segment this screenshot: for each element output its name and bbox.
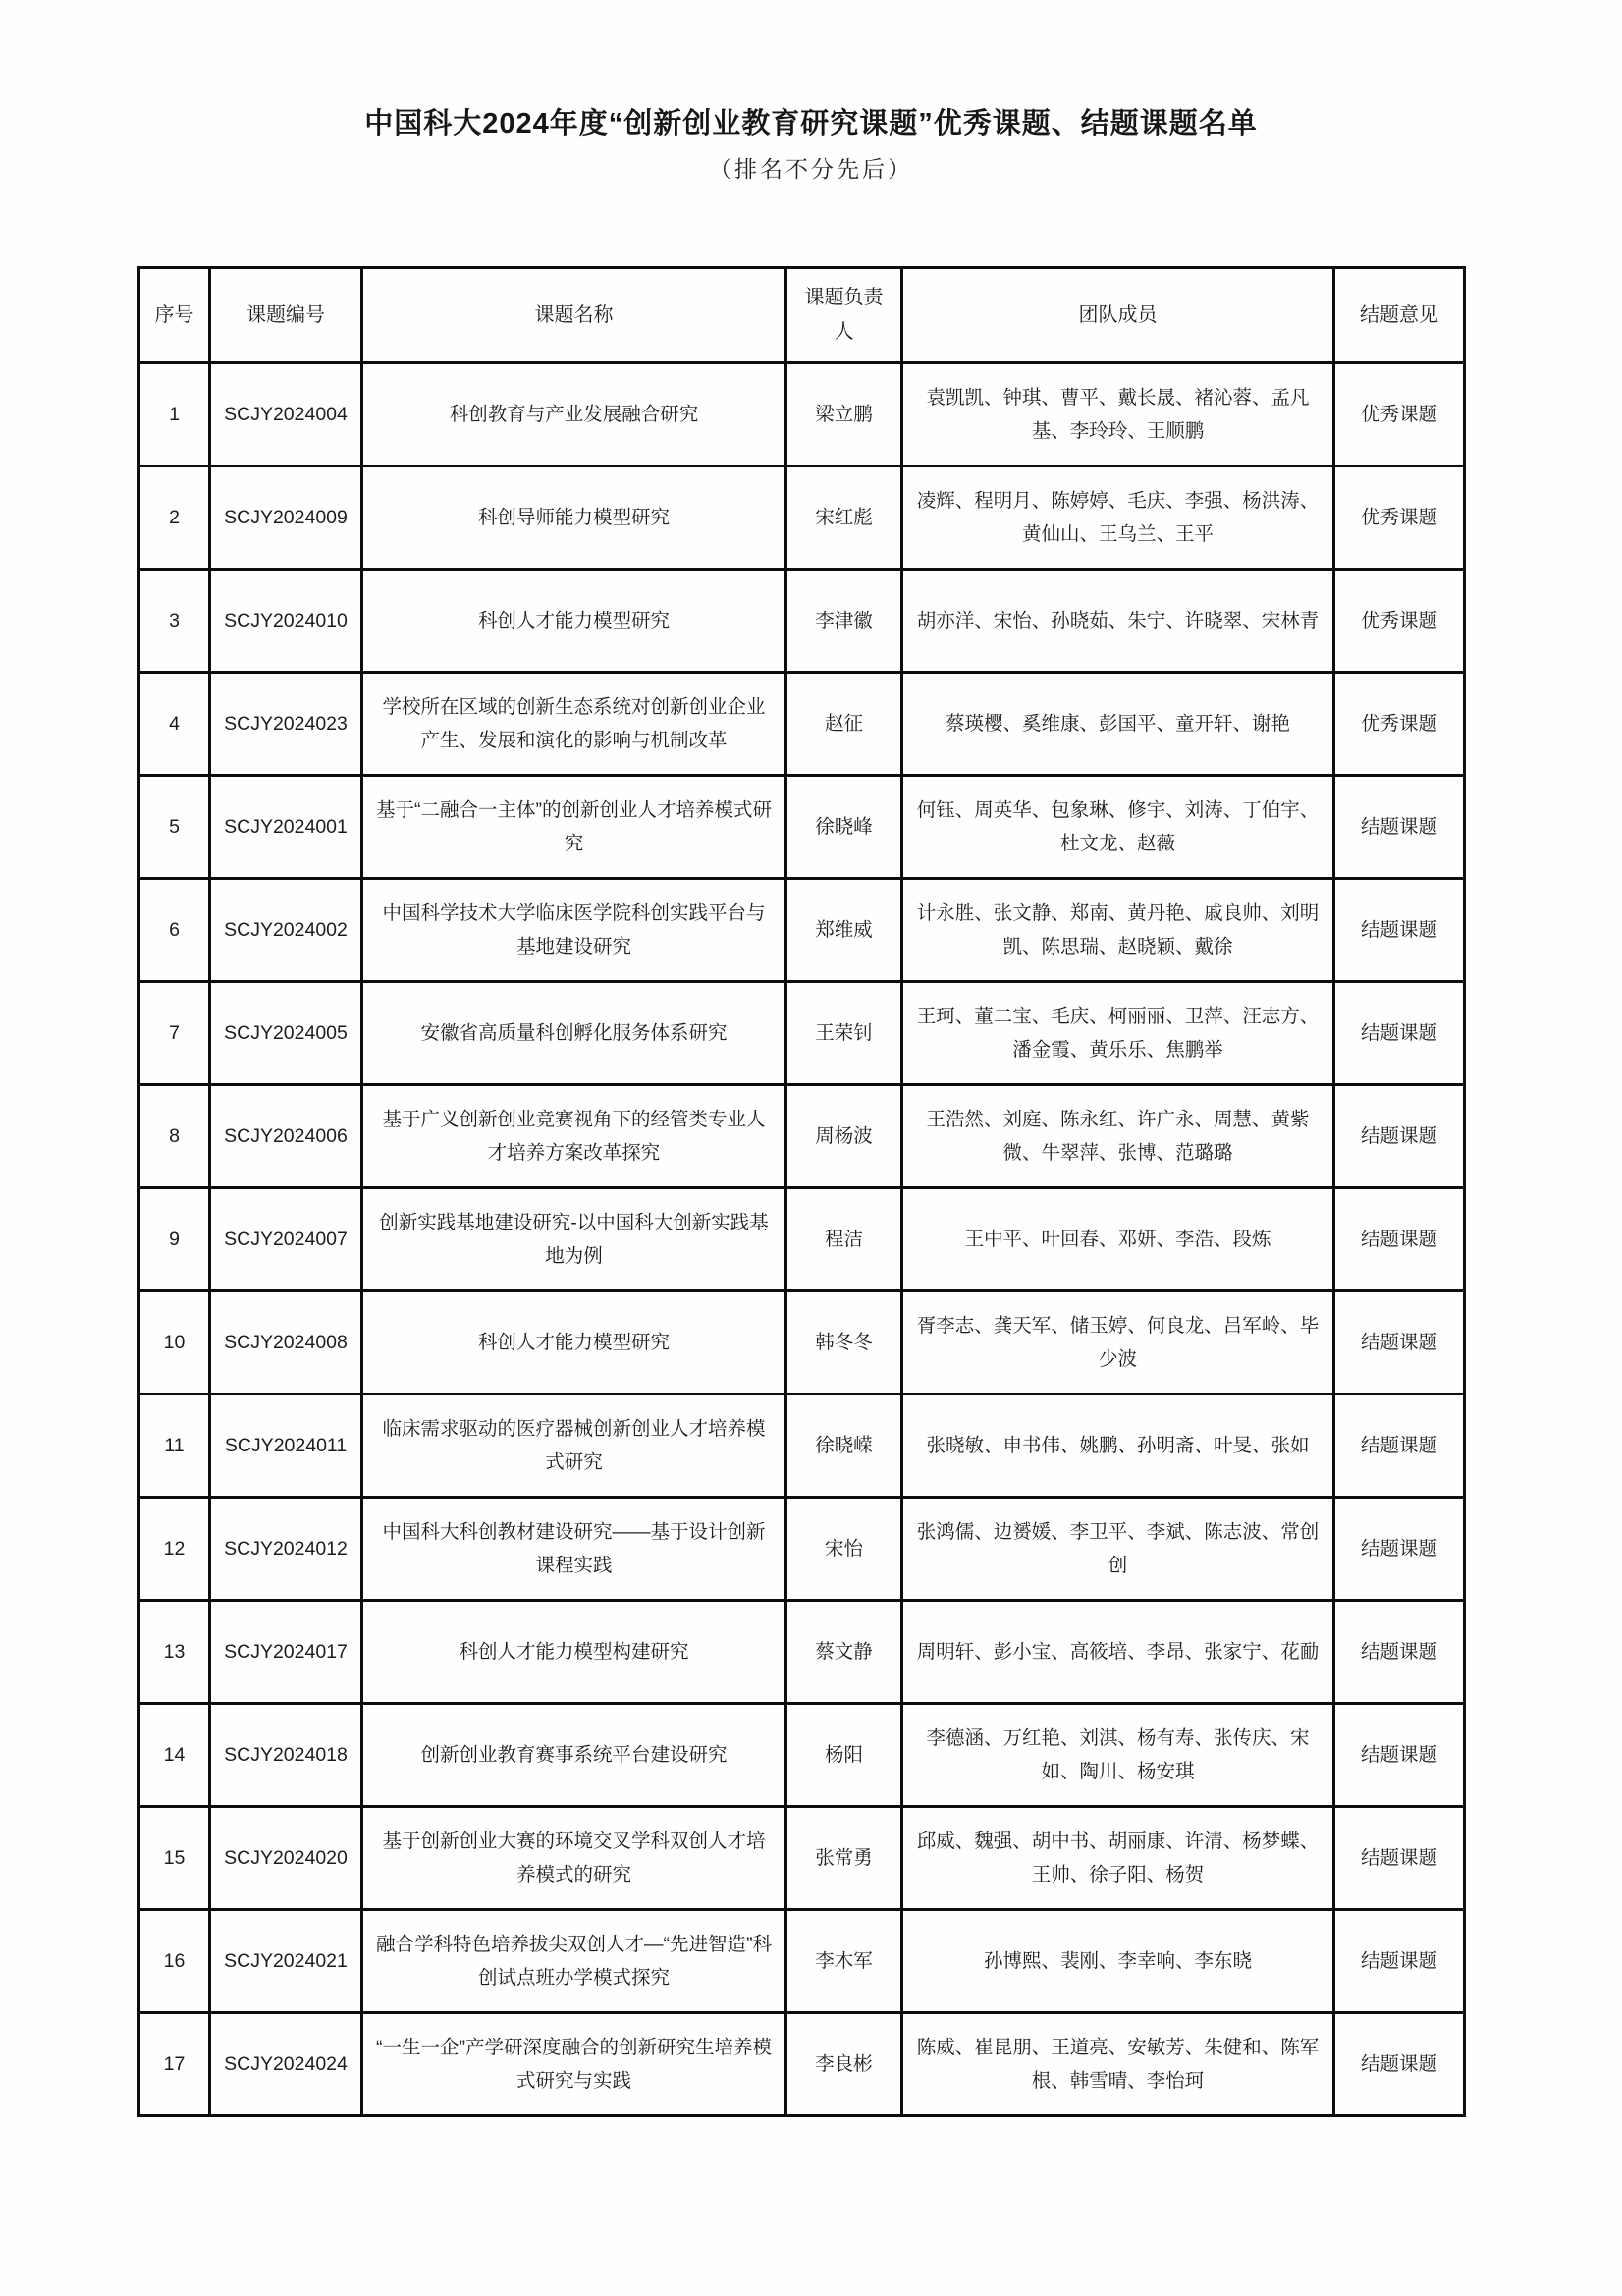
cell-index: 14 — [139, 1704, 210, 1807]
table-body — [139, 363, 1465, 2116]
cell-index: 12 — [139, 1498, 210, 1601]
header-team-members: 团队成员 — [902, 268, 1334, 363]
cell-index: 10 — [139, 1291, 210, 1394]
cell-opinion: 结题课题 — [1334, 1807, 1465, 1910]
header-project-id: 课题编号 — [210, 268, 362, 363]
cell-team-members: 陈威、崔昆朋、王道亮、安敏芳、朱健和、陈军根、韩雪晴、李怡珂 — [902, 2013, 1334, 2116]
table-row — [139, 1704, 1465, 1807]
cell-project-name: 基于“二融合一主体”的创新创业人才培养模式研究 — [362, 776, 786, 879]
cell-index: 1 — [139, 363, 210, 466]
page-title: 中国科大2024年度“创新创业教育研究课题”优秀课题、结题课题名单 — [364, 108, 1258, 139]
cell-project-name: 科创教育与产业发展融合研究 — [362, 363, 786, 466]
table-row — [139, 776, 1465, 879]
cell-project-name: 临床需求驱动的医疗器械创新创业人才培养模式研究 — [362, 1394, 786, 1498]
cell-opinion: 结题课题 — [1334, 2013, 1465, 2116]
cell-project-name: 创新创业教育赛事系统平台建设研究 — [362, 1704, 786, 1807]
cell-project-name: 科创人才能力模型构建研究 — [362, 1601, 786, 1704]
cell-team-members: 蔡瑛樱、奚维康、彭国平、童开轩、谢艳 — [902, 673, 1334, 776]
projects-table — [137, 266, 1466, 2117]
cell-project-id: SCJY2024011 — [210, 1394, 362, 1498]
table-row — [139, 1601, 1465, 1704]
cell-index: 9 — [139, 1188, 210, 1291]
cell-index: 11 — [139, 1394, 210, 1498]
table-row — [139, 1291, 1465, 1394]
cell-project-id: SCJY2024004 — [210, 363, 362, 466]
cell-leader: 郑维威 — [786, 879, 902, 982]
cell-leader: 程洁 — [786, 1188, 902, 1291]
cell-team-members: 胥李志、龚天军、储玉婷、何良龙、吕军岭、毕少波 — [902, 1291, 1334, 1394]
table-row — [139, 982, 1465, 1085]
cell-opinion: 结题课题 — [1334, 1498, 1465, 1601]
cell-project-name: 安徽省高质量科创孵化服务体系研究 — [362, 982, 786, 1085]
cell-project-name: 科创人才能力模型研究 — [362, 570, 786, 673]
cell-index: 5 — [139, 776, 210, 879]
cell-project-name: “一生一企”产学研深度融合的创新研究生培养模式研究与实践 — [362, 2013, 786, 2116]
table-row — [139, 1498, 1465, 1601]
cell-leader: 梁立鹏 — [786, 363, 902, 466]
cell-team-members: 王中平、叶回春、邓妍、李浩、段炼 — [902, 1188, 1334, 1291]
cell-project-id: SCJY2024017 — [210, 1601, 362, 1704]
cell-project-id: SCJY2024020 — [210, 1807, 362, 1910]
cell-index: 7 — [139, 982, 210, 1085]
page-subtitle: （排名不分先后） — [709, 157, 913, 183]
cell-team-members: 张鸿儒、边赟媛、李卫平、李斌、陈志波、常创创 — [902, 1498, 1334, 1601]
cell-opinion: 结题课题 — [1334, 1291, 1465, 1394]
header-leader: 课题负责人 — [786, 268, 902, 363]
cell-project-name: 学校所在区域的创新生态系统对创新创业企业产生、发展和演化的影响与机制改革 — [362, 673, 786, 776]
cell-project-name: 基于创新创业大赛的环境交叉学科双创人才培养模式的研究 — [362, 1807, 786, 1910]
header-opinion: 结题意见 — [1334, 268, 1465, 363]
cell-opinion: 优秀课题 — [1334, 363, 1465, 466]
cell-project-id: SCJY2024023 — [210, 673, 362, 776]
cell-leader: 王荣钊 — [786, 982, 902, 1085]
cell-opinion: 优秀课题 — [1334, 673, 1465, 776]
cell-team-members: 王浩然、刘庭、陈永红、许广永、周慧、黄紫微、牛翠萍、张博、范璐璐 — [902, 1085, 1334, 1188]
cell-leader: 宋怡 — [786, 1498, 902, 1601]
table-row — [139, 466, 1465, 570]
table-row — [139, 363, 1465, 466]
cell-index: 2 — [139, 466, 210, 570]
cell-opinion: 结题课题 — [1334, 1601, 1465, 1704]
cell-index: 17 — [139, 2013, 210, 2116]
cell-team-members: 袁凯凯、钟琪、曹平、戴长晟、褚沁蓉、孟凡基、李玲玲、王顺鹏 — [902, 363, 1334, 466]
cell-leader: 赵征 — [786, 673, 902, 776]
cell-opinion: 优秀课题 — [1334, 570, 1465, 673]
cell-project-name: 科创导师能力模型研究 — [362, 466, 786, 570]
cell-team-members: 凌辉、程明月、陈婷婷、毛庆、李强、杨洪涛、黄仙山、王乌兰、王平 — [902, 466, 1334, 570]
cell-index: 16 — [139, 1910, 210, 2013]
cell-opinion: 结题课题 — [1334, 1394, 1465, 1498]
cell-index: 8 — [139, 1085, 210, 1188]
cell-project-id: SCJY2024001 — [210, 776, 362, 879]
header-index: 序号 — [139, 268, 210, 363]
cell-project-name: 基于广义创新创业竞赛视角下的经管类专业人才培养方案改革探究 — [362, 1085, 786, 1188]
cell-opinion: 结题课题 — [1334, 1704, 1465, 1807]
cell-opinion: 结题课题 — [1334, 1910, 1465, 2013]
cell-leader: 周杨波 — [786, 1085, 902, 1188]
cell-index: 4 — [139, 673, 210, 776]
cell-project-id: SCJY2024010 — [210, 570, 362, 673]
cell-project-name: 中国科学技术大学临床医学院科创实践平台与基地建设研究 — [362, 879, 786, 982]
cell-project-name: 科创人才能力模型研究 — [362, 1291, 786, 1394]
cell-team-members: 张晓敏、申书伟、姚鹏、孙明斋、叶旻、张如 — [902, 1394, 1334, 1498]
cell-leader: 张常勇 — [786, 1807, 902, 1910]
cell-team-members: 王珂、董二宝、毛庆、柯丽丽、卫萍、汪志方、潘金霞、黄乐乐、焦鹏举 — [902, 982, 1334, 1085]
cell-project-id: SCJY2024012 — [210, 1498, 362, 1601]
cell-leader: 宋红彪 — [786, 466, 902, 570]
table-row — [139, 1394, 1465, 1498]
cell-opinion: 结题课题 — [1334, 982, 1465, 1085]
cell-project-name: 创新实践基地建设研究-以中国科大创新实践基地为例 — [362, 1188, 786, 1291]
cell-team-members: 李德涵、万红艳、刘淇、杨有寿、张传庆、宋如、陶川、杨安琪 — [902, 1704, 1334, 1807]
cell-opinion: 结题课题 — [1334, 879, 1465, 982]
cell-project-id: SCJY2024007 — [210, 1188, 362, 1291]
cell-leader: 李良彬 — [786, 2013, 902, 2116]
table-header-row — [139, 268, 1465, 363]
cell-team-members: 胡亦洋、宋怡、孙晓茹、朱宁、许晓翠、宋林青 — [902, 570, 1334, 673]
table-row — [139, 1085, 1465, 1188]
cell-project-id: SCJY2024024 — [210, 2013, 362, 2116]
cell-project-id: SCJY2024006 — [210, 1085, 362, 1188]
table-row — [139, 1910, 1465, 2013]
cell-project-name: 融合学科特色培养拔尖双创人才—“先进智造”科创试点班办学模式探究 — [362, 1910, 786, 2013]
cell-index: 3 — [139, 570, 210, 673]
cell-leader: 徐晓峰 — [786, 776, 902, 879]
table-row — [139, 1188, 1465, 1291]
table-row — [139, 570, 1465, 673]
cell-project-id: SCJY2024021 — [210, 1910, 362, 2013]
cell-project-id: SCJY2024018 — [210, 1704, 362, 1807]
header-project-name: 课题名称 — [362, 268, 786, 363]
cell-team-members: 周明轩、彭小宝、高筱培、李昂、张家宁、花勔 — [902, 1601, 1334, 1704]
cell-leader: 李木军 — [786, 1910, 902, 2013]
table-row — [139, 879, 1465, 982]
table-row — [139, 1807, 1465, 1910]
cell-team-members: 邱威、魏强、胡中书、胡丽康、许清、杨梦蝶、王帅、徐子阳、杨贺 — [902, 1807, 1334, 1910]
cell-leader: 徐晓嵘 — [786, 1394, 902, 1498]
cell-project-id: SCJY2024008 — [210, 1291, 362, 1394]
cell-index: 13 — [139, 1601, 210, 1704]
cell-opinion: 结题课题 — [1334, 1188, 1465, 1291]
cell-opinion: 优秀课题 — [1334, 466, 1465, 570]
cell-leader: 李津徽 — [786, 570, 902, 673]
cell-leader: 杨阳 — [786, 1704, 902, 1807]
cell-opinion: 结题课题 — [1334, 776, 1465, 879]
cell-team-members: 何钰、周英华、包象琳、修宇、刘涛、丁伯宇、杜文龙、赵薇 — [902, 776, 1334, 879]
cell-project-id: SCJY2024005 — [210, 982, 362, 1085]
table-row — [139, 673, 1465, 776]
cell-opinion: 结题课题 — [1334, 1085, 1465, 1188]
cell-leader: 韩冬冬 — [786, 1291, 902, 1394]
cell-team-members: 孙博熙、裴刚、李幸响、李东晓 — [902, 1910, 1334, 2013]
cell-project-name: 中国科大科创教材建设研究——基于设计创新课程实践 — [362, 1498, 786, 1601]
cell-leader: 蔡文静 — [786, 1601, 902, 1704]
cell-team-members: 计永胜、张文静、郑南、黄丹艳、戚良帅、刘明凯、陈思瑞、赵晓颖、戴徐 — [902, 879, 1334, 982]
cell-project-id: SCJY2024009 — [210, 466, 362, 570]
cell-index: 6 — [139, 879, 210, 982]
cell-project-id: SCJY2024002 — [210, 879, 362, 982]
cell-index: 15 — [139, 1807, 210, 1910]
table-row — [139, 2013, 1465, 2116]
